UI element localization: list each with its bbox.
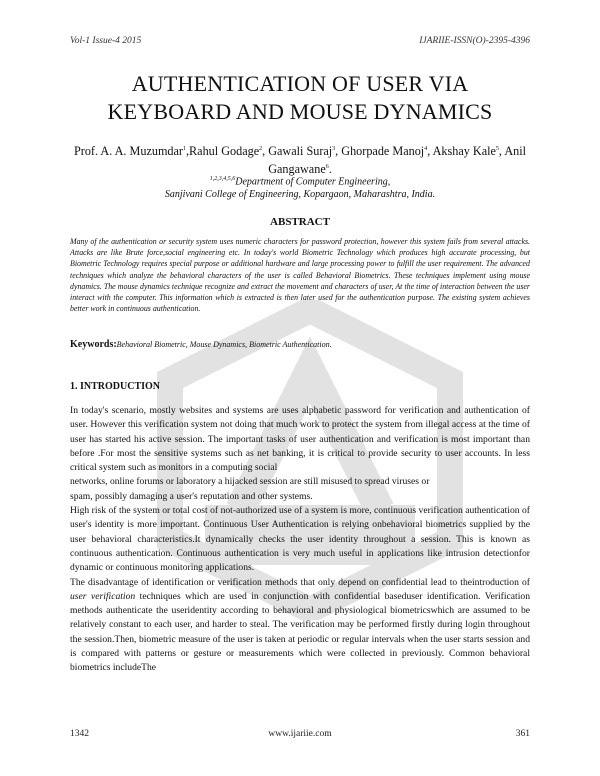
running-header-volume: Vol-1 Issue-4 2015 — [70, 36, 142, 46]
keywords — [70, 339, 530, 350]
abstract-heading: ABSTRACT — [270, 216, 330, 228]
paper-title — [60, 70, 540, 126]
abstract-text: Many of the authentication or security system uses numeric characters for password protection, however this system fails from several attacks. Attacks are like Brute force,social engineering etc. In today's world Biometric Technology which produces high accurate processing, but Biometric Technology requires special purpose or additional hardware and large processing power to fulfill the user requirement. The advanced techniques which analyze the behavioral characters of the user is called Behavioral Biometrics. These techniques implement using mouse dynamics. The mouse dynamics technique recognize and extract the movement and characters of user, At the time of interaction between the user interact with the computer. This information which is extracted is then later used for the authentication purpose. The existing system achieves better work in continuous authentication. — [70, 237, 530, 314]
author-2-sup: 2 — [259, 146, 263, 152]
author-6: , Anil Gangawane — [268, 144, 526, 177]
paragraph-5 — [70, 576, 530, 676]
section-heading-introduction: 1. INTRODUCTION — [70, 381, 161, 392]
author-1: Prof. A. A. Muzumdar — [73, 144, 183, 159]
paragraph-2: networks, online forums or laboratory a hijacked session are still misused to spread viruses or — [70, 476, 430, 488]
author-5-sup: 5 — [495, 146, 499, 152]
running-header-issn: IJARIIE-ISSN(O)-2395-4396 — [419, 36, 530, 46]
paragraph-5-part-a: The disadvantage of identification or verification methods that only depend on confidential lead to theintroduction of — [70, 576, 530, 588]
paragraph-1: In today's scenario, mostly websites and systems are uses alphabetic password for verification and authentication of user. However this verification system not doing that much work to protect the system from illegal access at the time of user has started his active session. The important tasks of user authentication and verification is most important than before .For most the sensitive systems such as net banking, it is critical to provide security to user accounts. In less critical system such as monitors in a computing social — [70, 405, 530, 474]
author-3: , Gawali Suraj — [262, 144, 333, 159]
affiliation-college: Sanjivani College of Engineering, Kopargaon, Maharashtra, India. — [164, 189, 436, 201]
footer-page-number: 361 — [515, 729, 530, 739]
affiliation — [70, 173, 530, 201]
affiliation-department: Department of Computer Engineering, — [235, 176, 391, 188]
author-6-sup: 6 — [325, 164, 329, 171]
paragraph-5-part-b: techniques which are used in conjunction with confidential baseduser identification. Verification methods authenticate the useridentity according to behavioral and physiological biometricswhich are assumed to be relatively constant to each user, and harder to steal. The verification may be performed firstly during login throughout the session.Then, biometric measure of the user is taken at periodic or regular intervals when the user starts session and is compared with patterns or gesture or measurements which were collected in previously. Common behavioral biometrics includeThe — [70, 590, 530, 674]
footer-website: www.ijariie.com — [268, 729, 332, 739]
paragraph-4: High risk of the system or total cost of not-authorized use of a system is more, continuous verification authentication of user's identity is more important. Continuous User Authentication is relying onbehavioral biometrics supplied by the user behavioral characteristics.It dynamically checks the user identity throughout a session. This is known as continuous authentication. Continuous authentication is very much useful in applications like intrusion detectionfor dynamic or continuous monitoring applications. — [70, 505, 530, 574]
paragraph-3: spam, possibly damaging a user's reputation and other systems. — [70, 490, 313, 502]
footer-page-id: 1342 — [70, 729, 89, 739]
author-list — [70, 141, 530, 177]
paragraph-5-emphasis: user verification — [70, 590, 136, 602]
author-4: , Ghorpade Manoj — [335, 144, 425, 159]
author-4-sup: 4 — [424, 146, 428, 152]
author-3-sup: 3 — [332, 146, 336, 152]
keywords-text: Behavioral Biometric, Mouse Dynamics, Biometric Authentication. — [116, 340, 332, 349]
keywords-label: Keywords: — [70, 339, 117, 350]
introduction-body — [70, 404, 530, 676]
author-5: , Akshay Kale — [427, 144, 496, 159]
author-2: ,Rahul Godage — [186, 144, 260, 159]
author-1-sup: 1 — [183, 146, 186, 152]
author-list-end: . — [328, 162, 332, 177]
affiliation-sup: 1,2,3,4,5,6 — [209, 176, 236, 182]
title-line-1: AUTHENTICATION OF USER VIA — [131, 71, 469, 96]
title-line-2: KEYBOARD AND MOUSE DYNAMICS — [107, 99, 493, 124]
